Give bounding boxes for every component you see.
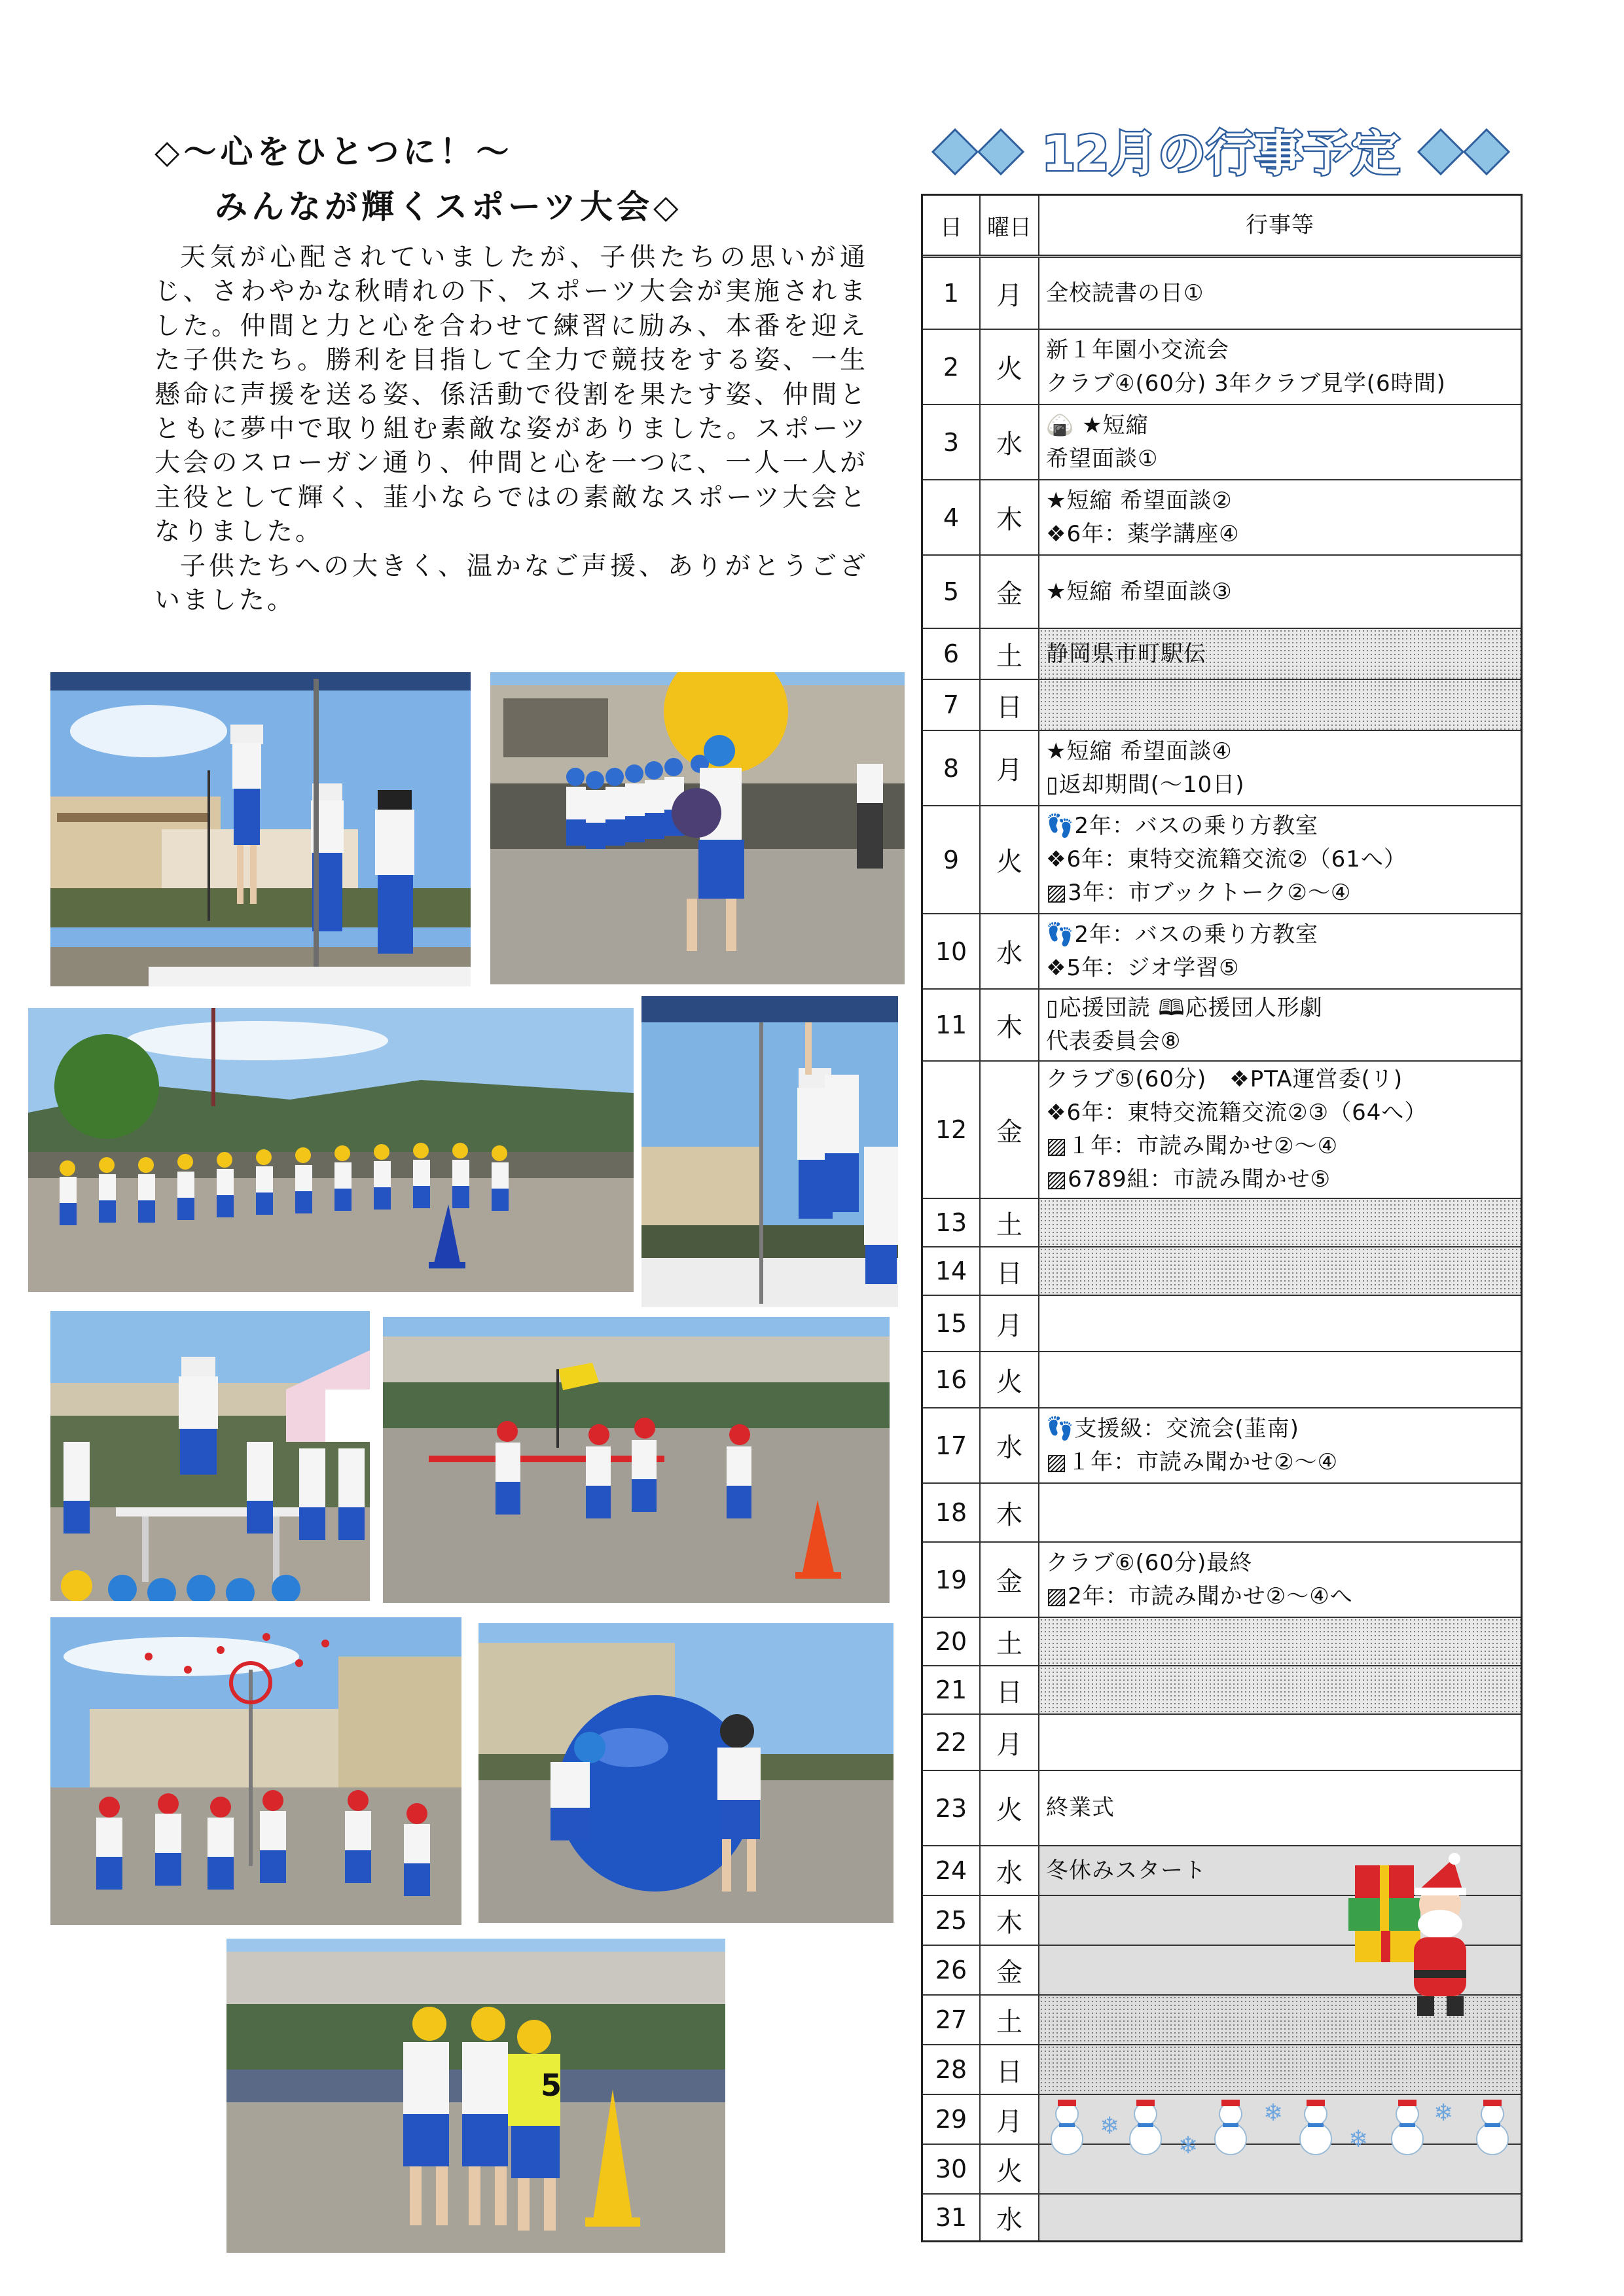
schedule-weekday: 火 [981,330,1039,404]
schedule-events [1039,806,1521,913]
schedule-weekday: 火 [981,1771,1039,1845]
schedule-event: ▯返却期間(～10日) [1046,771,1245,798]
schedule-row [923,480,1521,556]
schedule-events [1039,480,1521,554]
schedule-event: 冬休みスタート [1046,1857,1206,1884]
schedule-row [923,1408,1521,1484]
schedule-day: 24 [923,1846,981,1895]
schedule-weekday: 金 [981,1543,1039,1617]
schedule-row [923,1199,1521,1247]
schedule-weekday: 火 [981,1352,1039,1407]
schedule-event: ▨１年：市読み聞かせ②～④ [1046,1133,1339,1159]
schedule-weekday: 月 [981,2095,1039,2144]
schedule-event: ★短縮 希望面談② [1046,487,1233,514]
schedule-row [923,1062,1521,1199]
schedule-events [1039,405,1521,479]
photo-bib-relay [226,1939,725,2253]
article-body [154,241,868,618]
schedule-event: ★短縮 希望面談④ [1046,738,1233,764]
schedule-events [1039,629,1521,679]
schedule-weekday: 金 [981,556,1039,628]
schedule-event: クラブ⑤(60分) ❖PTA運営委(リ) [1046,1066,1403,1092]
schedule-row [923,1352,1521,1408]
schedule-event: 全校読書の日① [1046,279,1204,306]
schedule-day: 17 [923,1408,981,1482]
schedule-row [923,405,1521,480]
photo-opening-speech [50,672,471,986]
schedule-event: ❖6年：東特交流籍交流②③（64へ） [1046,1100,1428,1126]
schedule-events [1039,1484,1521,1541]
schedule-events [1039,1715,1521,1770]
schedule-weekday: 火 [981,2145,1039,2193]
schedule-day: 9 [923,806,981,913]
schedule-events [1039,1408,1521,1482]
schedule-day: 16 [923,1352,981,1407]
schedule-event: 新１年園小交流会 [1046,336,1229,363]
schedule-weekday: 水 [981,1408,1039,1482]
header-events: 行事等 [1246,211,1314,238]
schedule-event: ▨2年：市読み聞かせ②～④へ [1046,1583,1353,1609]
schedule-weekday: 日 [981,680,1039,730]
photo-ball-relay [490,672,905,984]
schedule-weekday: 土 [981,1618,1039,1665]
svg-text:❄: ❄ [1348,2126,1369,2153]
schedule-events [1039,556,1521,628]
schedule-row [923,556,1521,629]
svg-text:❄: ❄ [1263,2100,1284,2126]
schedule-row [923,1715,1521,1771]
schedule-weekday: 日 [981,1247,1039,1295]
schedule-weekday: 水 [981,2195,1039,2240]
photo-ball-toss [50,1617,461,1925]
schedule-weekday: 月 [981,258,1039,329]
schedule-day: 18 [923,1484,981,1541]
schedule-events [1039,1618,1521,1665]
schedule-day: 25 [923,1896,981,1945]
schedule-events [1039,1543,1521,1617]
schedule-weekday: 月 [981,1296,1039,1351]
schedule-weekday: 水 [981,1846,1039,1895]
photo-big-ball [478,1623,893,1923]
schedule-header-row [923,196,1521,258]
schedule-events [1039,258,1521,329]
schedule-event: ▨3年：市ブックトーク②～④ [1046,880,1352,906]
schedule-row [923,629,1521,680]
snowmen-decoration [1047,2094,1519,2160]
schedule-events [1039,1062,1521,1198]
schedule-events [1039,330,1521,404]
schedule-weekday: 土 [981,629,1039,679]
schedule-day: 20 [923,1618,981,1665]
schedule-row [923,731,1521,806]
schedule-row [923,1247,1521,1296]
schedule-row [923,258,1521,330]
schedule-day: 11 [923,990,981,1060]
schedule-day: 5 [923,556,981,628]
schedule-event: 👣2年：バスの乗り方教室 [1046,813,1318,839]
schedule-weekday: 金 [981,1062,1039,1198]
schedule-weekday: 木 [981,1484,1039,1541]
schedule-event: 静岡県市町駅伝 [1046,640,1206,667]
schedule-day: 19 [923,1543,981,1617]
schedule-event: 🍙 ★短縮 [1046,412,1149,439]
schedule-row [923,1618,1521,1666]
schedule-day: 3 [923,405,981,479]
schedule-weekday: 木 [981,480,1039,554]
schedule-event: ❖6年：東特交流籍交流②（61へ） [1046,846,1407,872]
article [154,124,868,618]
schedule-row [923,1543,1521,1618]
santa-illustration [1342,1852,1473,2022]
photo-tug-of-war [28,1008,634,1292]
schedule-weekday: 木 [981,1896,1039,1945]
schedule-day: 21 [923,1666,981,1713]
schedule-row [923,1484,1521,1543]
schedule-row [923,914,1521,990]
schedule-day: 8 [923,731,981,805]
schedule-day: 7 [923,680,981,730]
svg-text:❄: ❄ [1178,2132,1199,2159]
schedule-events [1039,1352,1521,1407]
schedule-day: 22 [923,1715,981,1770]
svg-text:❄: ❄ [1434,2100,1454,2126]
photo-platform-leader [50,1311,370,1601]
schedule-row [923,1296,1521,1352]
schedule-weekday: 火 [981,806,1039,913]
schedule-event: 希望面談① [1046,445,1159,472]
schedule-day: 2 [923,330,981,404]
schedule-title [913,110,1528,194]
header-weekday: 曜日 [981,196,1039,255]
schedule-day: 31 [923,2195,981,2240]
schedule-weekday: 日 [981,2045,1039,2094]
schedule-events [1039,1666,1521,1713]
schedule-title-text: 12月の行事予定 [1041,126,1400,182]
schedule-event: 終業式 [1046,1795,1115,1821]
schedule-events [1039,2195,1521,2240]
header-day: 日 [923,196,981,255]
article-paragraph: 子供たちへの大きく、温かなご声援、ありがとうございました。 [154,551,868,616]
schedule-row [923,806,1521,914]
schedule-event: 👣支援級：交流会(韮南) [1046,1415,1299,1442]
schedule-day: 10 [923,914,981,988]
schedule-event: ▯応援団読 🕮応援団人形劇 [1046,995,1323,1021]
svg-text:❄: ❄ [1100,2113,1120,2140]
schedule-day: 1 [923,258,981,329]
schedule-weekday: 土 [981,1996,1039,2044]
schedule-events [1039,1771,1521,1845]
schedule-events [1039,1247,1521,1295]
schedule-events [1039,1296,1521,1351]
schedule-weekday: 土 [981,1199,1039,1246]
schedule-events [1039,914,1521,988]
schedule-day: 27 [923,1996,981,2044]
schedule-row [923,2045,1521,2095]
bib-number: 5 [541,2068,562,2103]
schedule-day: 6 [923,629,981,679]
schedule-row [923,680,1521,731]
schedule-day: 12 [923,1062,981,1198]
schedule-event: 代表委員会⑧ [1046,1028,1182,1054]
schedule-day: 26 [923,1946,981,1994]
schedule-row [923,990,1521,1062]
schedule-event: 👣2年：バスの乗り方教室 [1046,921,1318,948]
article-subtitle: みんなが輝くスポーツ大会◇ [215,188,683,226]
schedule-day: 30 [923,2145,981,2193]
schedule-row [923,1666,1521,1715]
schedule-weekday: 金 [981,1946,1039,1994]
schedule-event: ❖6年：薬学講座④ [1046,520,1240,547]
schedule-events [1039,990,1521,1060]
schedule-event: クラブ④(60分) 3年クラブ見学(6時間) [1046,370,1446,397]
schedule-day: 28 [923,2045,981,2094]
article-title: ◇～心をひとつに！～ [154,133,513,171]
schedule-row [923,330,1521,405]
article-paragraph: 天気が心配されていましたが、子供たちの思いが通じ、さわやかな秋晴れの下、スポーツ大会が実施されました。仲間と力と心を合わせて練習に励み、本番を迎えた子供たち。勝利を目指して全力で競技をする姿、一生懸命に声援を送る姿、係活動で役割を果たす姿、仲間とともに夢中で取り組む素敵な姿がありました。スポーツ大会のスローガン通り、仲間と心を一つに、一人一人が主役として輝く、韮小ならではの素敵なスポーツ大会となりました。 [154,243,868,547]
schedule-weekday: 水 [981,405,1039,479]
schedule-events [1039,680,1521,730]
schedule-event: ❖5年：ジオ学習⑤ [1046,954,1240,981]
schedule-day: 15 [923,1296,981,1351]
schedule-events [1039,2045,1521,2094]
schedule-event: ▨１年：市読み聞かせ②～④ [1046,1448,1339,1475]
schedule-day: 14 [923,1247,981,1295]
schedule-weekday: 水 [981,914,1039,988]
schedule-event: クラブ⑥(60分)最終 [1046,1549,1253,1576]
schedule-row [923,2195,1521,2240]
schedule-day: 23 [923,1771,981,1845]
schedule-events [1039,1199,1521,1246]
schedule-weekday: 木 [981,990,1039,1060]
schedule-event: ★短縮 希望面談③ [1046,578,1233,605]
schedule-day: 4 [923,480,981,554]
schedule-row [923,1771,1521,1846]
schedule-weekday: 月 [981,731,1039,805]
schedule-event: ▨6789組：市読み聞かせ⑤ [1046,1166,1331,1193]
schedule-weekday: 日 [981,1666,1039,1713]
schedule-events [1039,731,1521,805]
schedule-day: 29 [923,2095,981,2144]
photo-pole-relay [383,1317,890,1603]
schedule-day: 13 [923,1199,981,1246]
photo-cheer-stage [641,996,898,1307]
schedule-weekday: 月 [981,1715,1039,1770]
